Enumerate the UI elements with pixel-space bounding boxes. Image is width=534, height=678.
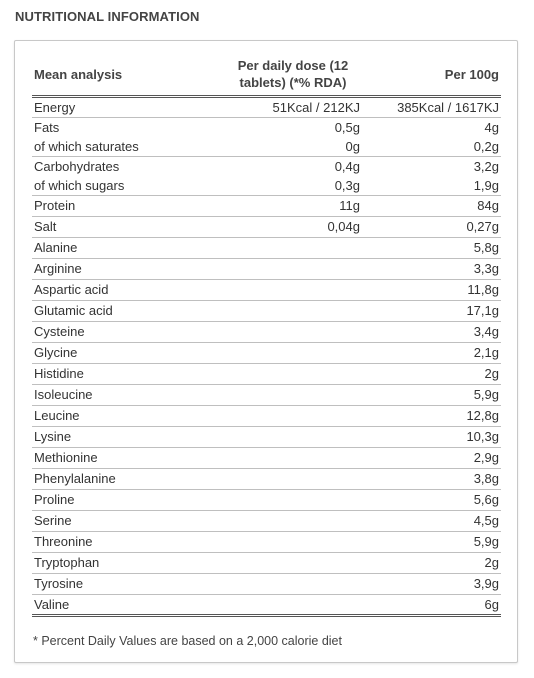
- table-row: [32, 258, 501, 279]
- nutrient-name-cell: [32, 96, 212, 117]
- nutrient-name-cell: [32, 117, 212, 156]
- per-100g-value-cell: [362, 258, 501, 279]
- per-100g-value: 385Kcal / 1617KJ: [397, 99, 499, 115]
- per-100g-value: 0,2g: [473, 138, 499, 154]
- per-100g-value: 2g: [484, 366, 499, 381]
- nutrient-name: Histidine: [34, 366, 84, 381]
- per-100g-value: 5,6g: [473, 492, 499, 507]
- nutrient-name: Valine: [34, 596, 70, 612]
- nutrient-name: Methionine: [34, 450, 98, 465]
- footnote: * Percent Daily Values are based on a 2,000 calorie diet: [33, 634, 342, 648]
- column-header-per-daily-dose: Per daily dose (12 tablets) (*% RDA): [212, 54, 362, 96]
- nutrient-name-cell: [32, 195, 212, 216]
- per-100g-value-cell: [362, 489, 501, 510]
- per-daily-dose-value-cell: [212, 510, 362, 531]
- table-row: [32, 237, 501, 258]
- table-row: [32, 405, 501, 426]
- per-100g-value-cell: [362, 468, 501, 489]
- per-100g-value: 4,5g: [473, 513, 499, 528]
- nutrient-name: Salt: [34, 219, 57, 234]
- nutrient-name: Leucine: [34, 408, 80, 423]
- per-daily-dose-value-cell: [212, 405, 362, 426]
- nutrient-name-cell: [32, 405, 212, 426]
- per-daily-dose-value-cell: [212, 531, 362, 552]
- per-100g-value-cell: [362, 594, 501, 615]
- per-daily-dose-value-cell: [212, 573, 362, 594]
- table-row: [32, 384, 501, 405]
- nutrient-name-cell: [32, 258, 212, 279]
- per-daily-dose-value-cell: [212, 237, 362, 258]
- per-100g-value-cell: [362, 342, 501, 363]
- nutrient-name-cell: [32, 468, 212, 489]
- nutrient-name-cell: [32, 342, 212, 363]
- per-daily-dose-value: 11g: [339, 198, 360, 213]
- table-row: [32, 510, 501, 531]
- column-header-mean-analysis: Mean analysis: [32, 54, 212, 96]
- table-row: [32, 156, 501, 195]
- per-daily-dose-value-cell: [212, 384, 362, 405]
- per-100g-value-cell: [362, 279, 501, 300]
- per-100g-value: 84g: [477, 198, 499, 213]
- per-daily-dose-value: 0,5g: [334, 119, 360, 135]
- nutrient-name-cell: [32, 237, 212, 258]
- per-daily-dose-value-cell: [212, 342, 362, 363]
- nutrition-table: [32, 54, 501, 617]
- per-100g-value-cell: [362, 156, 501, 195]
- nutrient-name: Carbohydrates: [34, 158, 120, 174]
- page-title: NUTRITIONAL INFORMATION: [15, 9, 200, 24]
- per-daily-dose-value: 51Kcal / 212KJ: [272, 99, 360, 115]
- per-daily-dose-value-cell: [212, 258, 362, 279]
- per-100g-value-cell: [362, 117, 501, 156]
- nutrient-name: of which saturates: [34, 138, 139, 154]
- nutrient-name-cell: [32, 321, 212, 342]
- nutrient-name-cell: [32, 216, 212, 237]
- per-100g-value-cell: [362, 573, 501, 594]
- per-100g-value: 2,1g: [473, 345, 499, 360]
- table-body: [32, 96, 501, 615]
- nutrient-name: Protein: [34, 198, 76, 213]
- per-100g-value: 2g: [484, 555, 499, 570]
- table-row: [32, 321, 501, 342]
- nutrient-name: Energy: [34, 99, 76, 115]
- per-daily-dose-value-cell: [212, 447, 362, 468]
- nutrient-name-cell: [32, 510, 212, 531]
- per-100g-value: 11,8g: [467, 282, 499, 297]
- nutrient-name: Tyrosine: [34, 576, 84, 591]
- table-row: [32, 573, 501, 594]
- nutrient-name-cell: [32, 279, 212, 300]
- table-row: [32, 195, 501, 216]
- per-100g-value-cell: [362, 510, 501, 531]
- per-100g-value: 5,8g: [473, 240, 499, 255]
- nutrient-name-cell: [32, 300, 212, 321]
- per-100g-value-cell: [362, 216, 501, 237]
- per-100g-value: 3,3g: [473, 261, 499, 276]
- per-100g-value-cell: [362, 384, 501, 405]
- per-100g-value-cell: [362, 426, 501, 447]
- per-100g-value-cell: [362, 195, 501, 216]
- table-row: [32, 96, 501, 117]
- per-daily-dose-value-cell: [212, 279, 362, 300]
- table-row: [32, 426, 501, 447]
- per-100g-value: 0,27g: [466, 219, 499, 234]
- table-row: [32, 117, 501, 156]
- per-daily-dose-value-cell: [212, 117, 362, 156]
- per-100g-value-cell: [362, 447, 501, 468]
- column-header-per-100g: Per 100g: [362, 54, 501, 96]
- per-daily-dose-value-cell: [212, 426, 362, 447]
- nutrient-name-cell: [32, 552, 212, 573]
- per-daily-dose-value: 0,4g: [334, 158, 360, 174]
- nutrient-name-cell: [32, 156, 212, 195]
- per-daily-dose-value-cell: [212, 468, 362, 489]
- nutrient-name-cell: [32, 489, 212, 510]
- per-100g-value: 3,2g: [473, 158, 499, 174]
- table-row: [32, 594, 501, 615]
- nutrient-name: Tryptophan: [34, 555, 100, 570]
- table-row: [32, 342, 501, 363]
- per-100g-value: 10,3g: [466, 429, 499, 444]
- table-row: [32, 300, 501, 321]
- nutrient-name-cell: [32, 384, 212, 405]
- table-row: [32, 531, 501, 552]
- nutrient-name: Alanine: [34, 240, 78, 255]
- per-100g-value-cell: [362, 300, 501, 321]
- nutrient-name: Cysteine: [34, 324, 85, 339]
- nutrient-name: Aspartic acid: [34, 282, 109, 297]
- per-100g-value: 4g: [484, 119, 499, 135]
- table-row: [32, 552, 501, 573]
- per-daily-dose-value-cell: [212, 300, 362, 321]
- per-100g-value: 3,9g: [473, 576, 499, 591]
- table-header-row: [32, 54, 501, 96]
- table-row: [32, 489, 501, 510]
- nutrient-name: Fats: [34, 119, 60, 135]
- per-100g-value-cell: [362, 552, 501, 573]
- per-daily-dose-value-cell: [212, 321, 362, 342]
- per-100g-value: 3,8g: [473, 471, 499, 486]
- table-row: [32, 279, 501, 300]
- per-daily-dose-value-cell: [212, 96, 362, 117]
- per-daily-dose-value-cell: [212, 594, 362, 615]
- nutrient-name: of which sugars: [34, 177, 125, 193]
- per-100g-value-cell: [362, 96, 501, 117]
- table-row: [32, 363, 501, 384]
- per-100g-value-cell: [362, 531, 501, 552]
- nutrient-name: Threonine: [34, 534, 93, 549]
- per-100g-value: 1,9g: [473, 177, 499, 193]
- per-100g-value-cell: [362, 405, 501, 426]
- nutrient-name-cell: [32, 447, 212, 468]
- nutrient-name: Phenylalanine: [34, 471, 116, 486]
- per-daily-dose-value: 0g: [345, 138, 360, 154]
- nutrient-name: Proline: [34, 492, 75, 507]
- per-100g-value: 2,9g: [473, 450, 499, 465]
- nutrition-panel: [14, 40, 518, 663]
- nutrient-name-cell: [32, 363, 212, 384]
- per-100g-value: 3,4g: [473, 324, 499, 339]
- nutrient-name: Lysine: [34, 429, 72, 444]
- per-daily-dose-value-cell: [212, 195, 362, 216]
- per-100g-value: 17,1g: [466, 303, 499, 318]
- per-100g-value-cell: [362, 321, 501, 342]
- nutrient-name: Isoleucine: [34, 387, 93, 402]
- per-100g-value-cell: [362, 237, 501, 258]
- table-row: [32, 447, 501, 468]
- nutrient-name: Glutamic acid: [34, 303, 113, 318]
- table-row: [32, 216, 501, 237]
- nutrient-name-cell: [32, 531, 212, 552]
- per-100g-value: 6g: [484, 596, 499, 612]
- per-100g-value: 5,9g: [473, 387, 499, 402]
- per-100g-value-cell: [362, 363, 501, 384]
- per-daily-dose-value-cell: [212, 489, 362, 510]
- per-daily-dose-value-cell: [212, 552, 362, 573]
- nutrient-name: Arginine: [34, 261, 82, 276]
- per-daily-dose-value: 0,04g: [327, 219, 360, 234]
- nutrient-name-cell: [32, 573, 212, 594]
- table-row: [32, 468, 501, 489]
- nutrient-name: Serine: [34, 513, 72, 528]
- per-daily-dose-value-cell: [212, 156, 362, 195]
- per-daily-dose-value: 0,3g: [334, 177, 360, 193]
- nutrient-name-cell: [32, 426, 212, 447]
- per-daily-dose-value-cell: [212, 363, 362, 384]
- nutrient-name: Glycine: [34, 345, 78, 360]
- nutrient-name-cell: [32, 594, 212, 615]
- per-100g-value: 5,9g: [473, 534, 499, 549]
- per-100g-value: 12,8g: [466, 408, 499, 423]
- per-daily-dose-value-cell: [212, 216, 362, 237]
